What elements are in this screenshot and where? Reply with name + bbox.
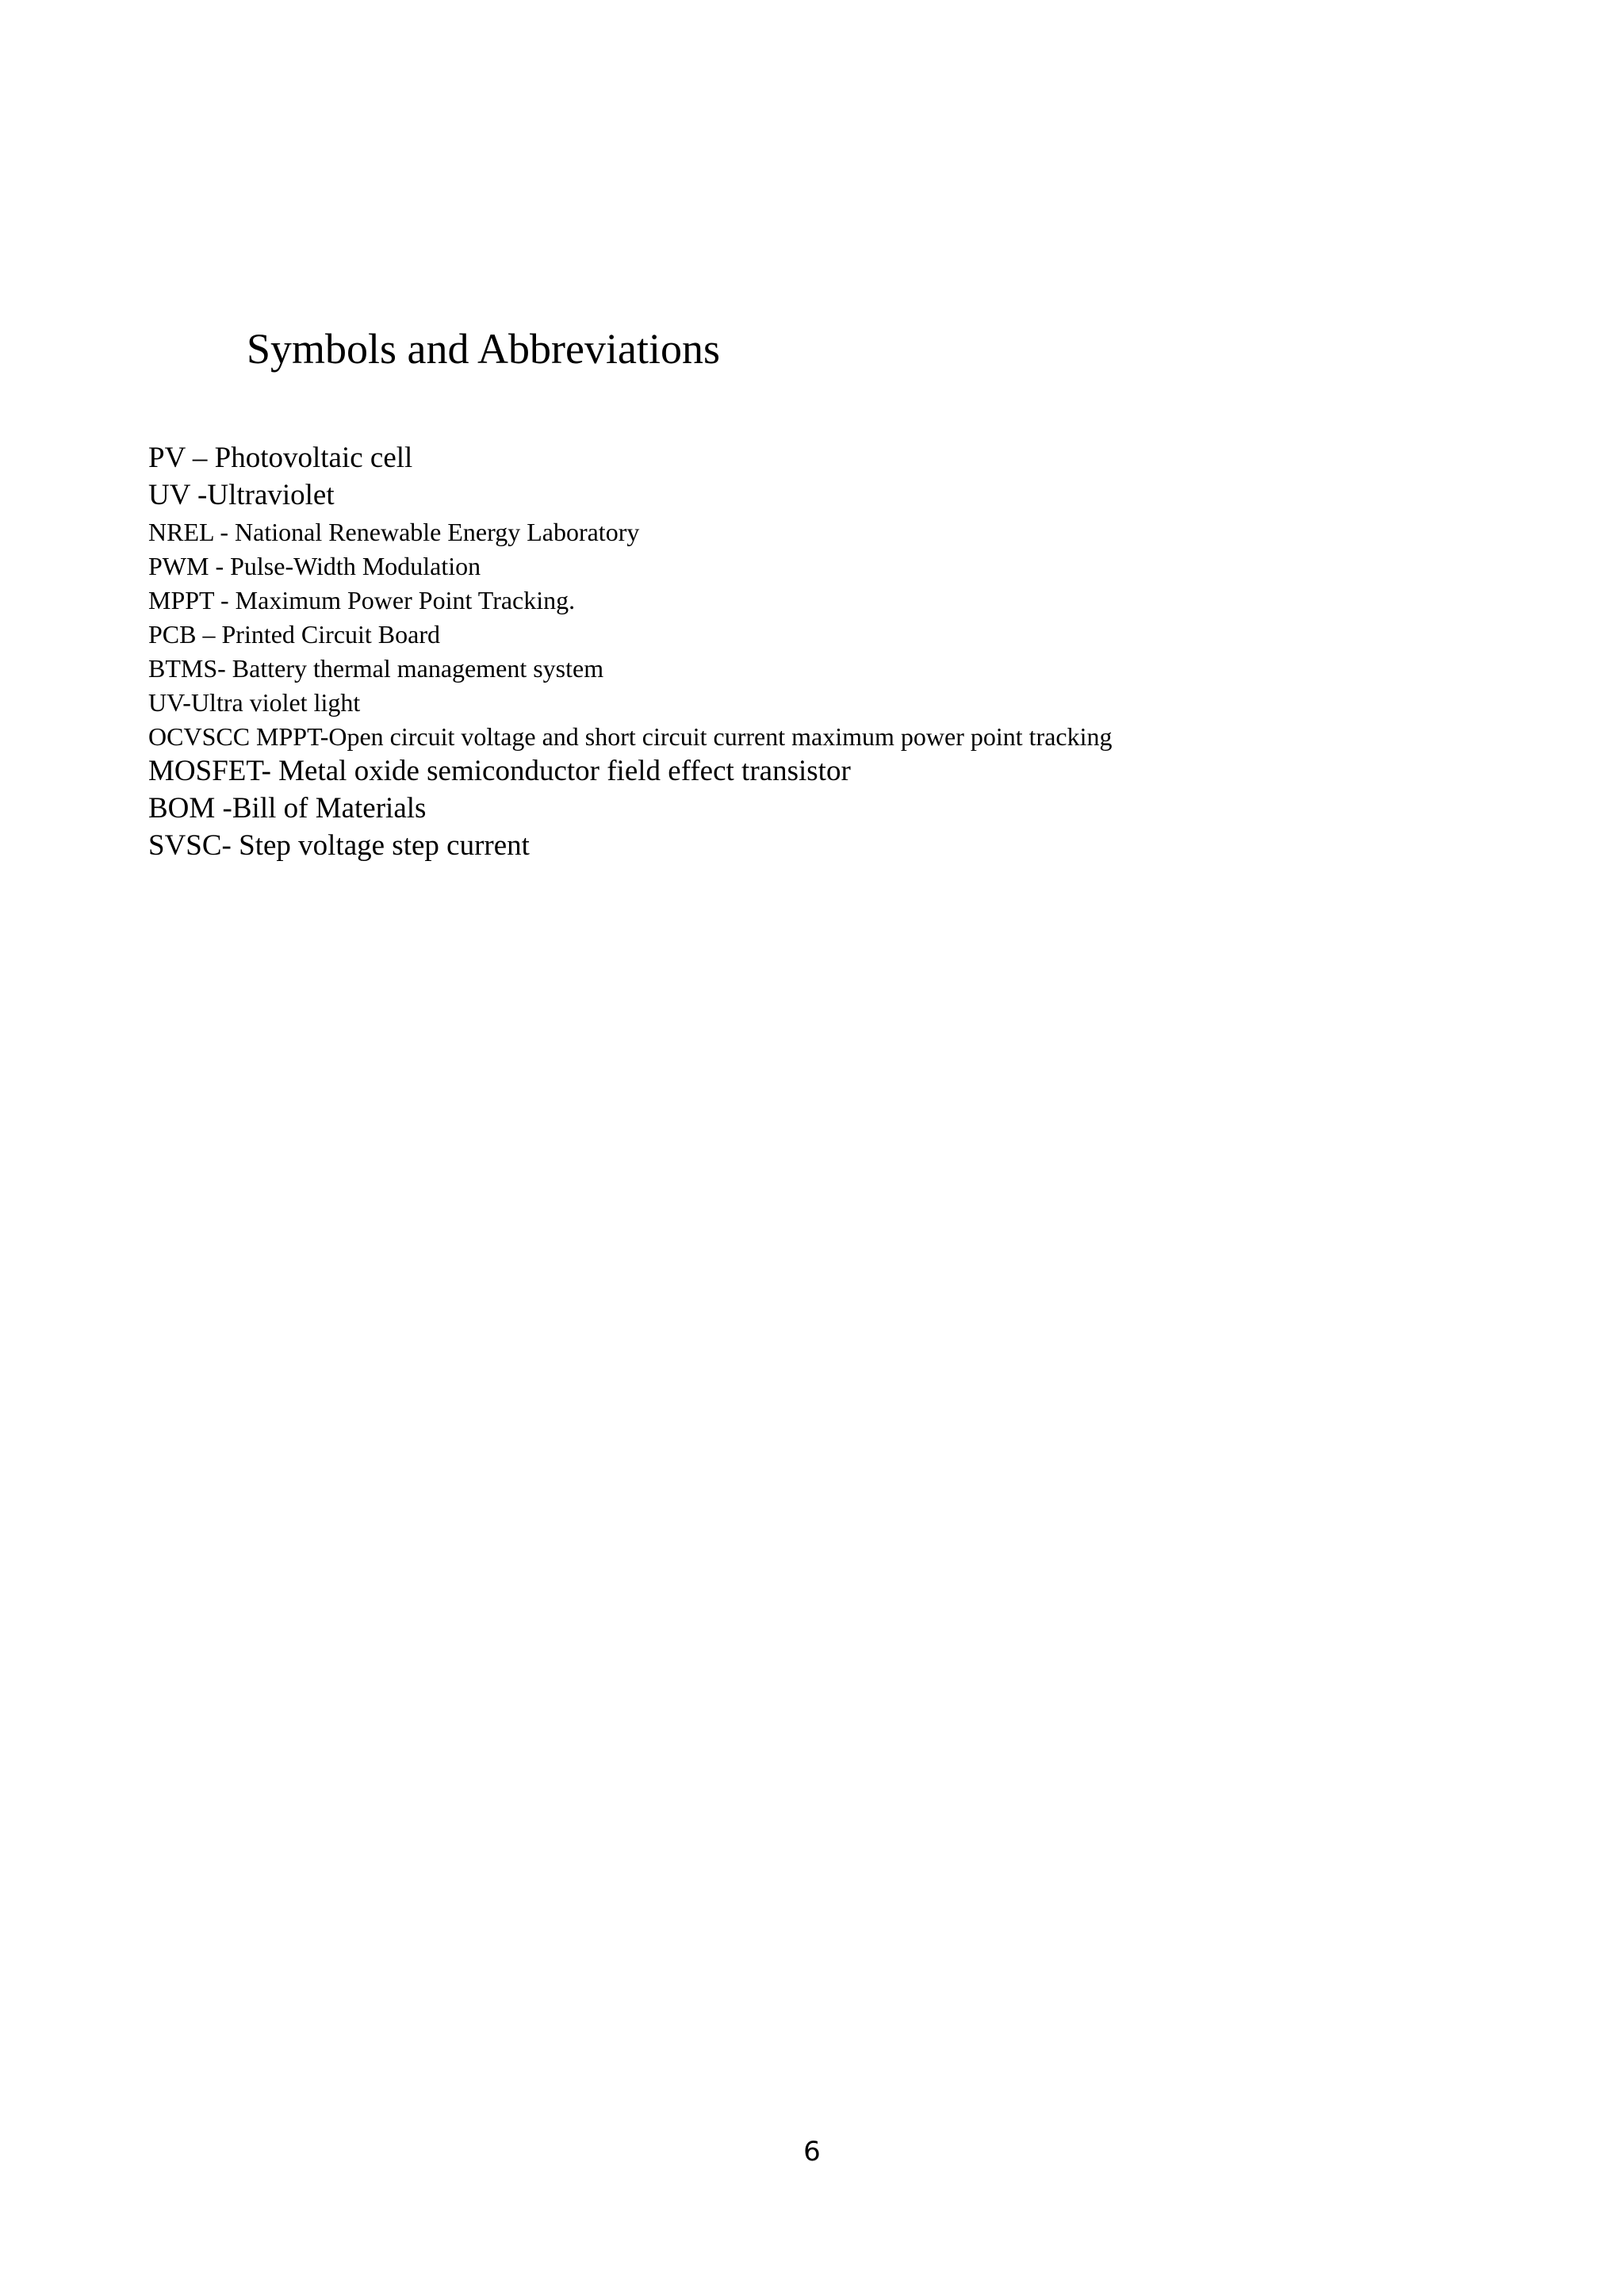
abbreviation-item-svsc: SVSC- Step voltage step current — [148, 829, 530, 862]
abbreviation-item-bom: BOM -Bill of Materials — [148, 792, 427, 825]
page-number: 6 — [803, 2136, 821, 2168]
abbreviation-item-uv: UV -Ultraviolet — [148, 479, 335, 511]
abbreviation-item-nrel: NREL - National Renewable Energy Laboratory — [148, 518, 640, 546]
abbreviation-item-ocvscc: OCVSCC MPPT-Open circuit voltage and short circuit current maximum power point tracking — [148, 722, 1113, 751]
abbreviation-item-mppt: MPPT - Maximum Power Point Tracking. — [148, 586, 576, 614]
abbreviation-item-pwm: PWM - Pulse-Width Modulation — [148, 552, 481, 580]
page-title: Symbols and Abbreviations — [247, 325, 720, 373]
abbreviation-item-pcb: PCB – Printed Circuit Board — [148, 620, 440, 649]
abbreviation-item-btms: BTMS- Battery thermal management system — [148, 654, 604, 683]
abbreviation-item-mosfet: MOSFET- Metal oxide semiconductor field effect transistor — [148, 755, 851, 787]
abbreviation-item-uv-light: UV-Ultra violet light — [148, 688, 361, 717]
abbreviation-item-pv: PV – Photovoltaic cell — [148, 442, 413, 474]
